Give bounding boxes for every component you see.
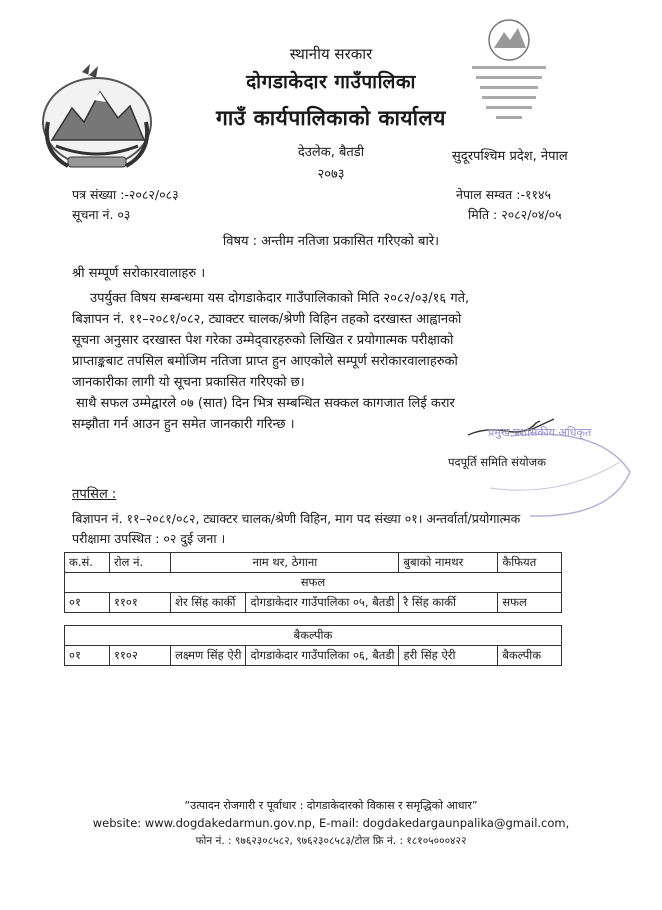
body-paragraph-1 xyxy=(72,288,584,393)
cell-father: रै सिंह कार्की xyxy=(399,593,498,613)
cell-father: हरी सिंह ऐरी xyxy=(399,646,498,666)
tapsil-advertisement: बिज्ञापन नं. ११–२०८१/०८२, ट्याक्टर चालक/श्रेणी विहिन, माग पद संख्या ०१। अन्तर्वार्ता/प्रयोगात्मक xyxy=(72,511,521,526)
section-label: सफल xyxy=(65,573,562,593)
footer-web-email: website: www.dogdakedarmun.gov.np, E-mail: dogdakedargaunpalika@gmail.com, xyxy=(92,816,570,830)
cell-name: शेर सिंह कार्की xyxy=(171,593,246,613)
cell-roll: ११०२ xyxy=(109,646,170,666)
notice-number: सूचना नं. ०३ xyxy=(72,207,131,222)
spacer-row xyxy=(65,613,562,626)
header-local-government: स्थानीय सरकार xyxy=(289,45,373,63)
header-address: देउलेक, बैतडी xyxy=(297,145,365,160)
issue-date: मिति : २०८२/०४/०५ xyxy=(468,207,562,222)
col-header-roll: रोल नं. xyxy=(109,553,170,573)
header-province: सुदूरपश्चिम प्रदेश, नेपाल xyxy=(452,149,568,164)
official-stamp-icon xyxy=(470,432,640,522)
letter-number: पत्र संख्या :-२०८२/०८३ xyxy=(72,187,179,202)
header-established-year: २०७३ xyxy=(317,167,345,182)
spacer-cell xyxy=(65,613,562,626)
col-header-father: बुबाको नामथर xyxy=(399,553,498,573)
cell-sn: ०१ xyxy=(65,646,110,666)
section-label: बैकल्पीक xyxy=(65,626,562,646)
section-row-success xyxy=(65,573,562,593)
nepal-sambat: नेपाल सम्वत :-११४५ xyxy=(456,187,552,202)
header-office-name: गाउँ कार्यपालिकाको कार्यालय xyxy=(216,106,446,130)
body-line: साथै सफल उम्मेद्वारले ०७ (सात) दिन भित्र सम्बन्धित सक्कल कागजात लिई करार xyxy=(76,396,455,411)
col-header-name-address: नाम थर, ठेगाना xyxy=(171,553,399,573)
cell-address: दोगडाकेदार गाउँपालिका ०५, बैतडी xyxy=(246,593,399,613)
body-line: बिज्ञापन नं. ११–२०८१/०८२, ट्याक्टर चालक/श्रेणी विहिन तहको दरखास्त आह्वानको xyxy=(72,312,462,327)
body-line: जानकारीका लागी यो सूचना प्रकासित गरिएको छ। xyxy=(72,375,305,390)
salutation: श्री सम्पूर्ण सरोकारवालाहरु । xyxy=(72,266,206,281)
table-header-row xyxy=(65,553,562,573)
cell-address: दोगडाकेदार गाउँपालिका ०६, बैतडी xyxy=(246,646,399,666)
results-table xyxy=(64,552,562,666)
body-line: सूचना अनुसार दरखास्त पेश गरेका उम्मेद्‍वारहरुको लिखित र प्रयोगात्मक परीक्षाको xyxy=(72,333,454,348)
cell-roll: ११०१ xyxy=(109,593,170,613)
footer-slogan: “उत्पादन रोजगारी र पूर्वाधार : दोगडाकेदारको विकास र समृद्धिको आधार” xyxy=(184,799,478,812)
footer-phone: फोन नं. : ९७६२३०८५८२, ९७६२३०८५८३/टोल फ्रि नं. : १८१०५०००४२२ xyxy=(195,835,467,847)
tapsil-attendance: परीक्षामा उपस्थित : ०२ दुई जना । xyxy=(72,531,226,546)
cell-remarks: बैकल्पीक xyxy=(498,646,562,666)
stamp-text: प्रमुख प्रशासकीय अधिकृत xyxy=(488,426,592,439)
cell-name: लक्ष्मण सिंह ऐरी xyxy=(171,646,246,666)
body-line: प्राप्ताङ्कबाट तपसिल बमोजिम नतिजा प्राप्त हुन आएकोले सम्पूर्ण सरोकारवालाहरुको xyxy=(72,354,458,369)
table-row xyxy=(65,646,562,666)
cell-sn: ०१ xyxy=(65,593,110,613)
tapsil-label: तपसिल : xyxy=(72,487,117,502)
header-municipality-name: दोगडाकेदार गाउँपालिका xyxy=(246,71,416,93)
signature-title: पदपूर्ति समिति संयोजक xyxy=(448,455,546,469)
subject-line: विषय : अन्तीम नतिजा प्रकासित गरिएको बारे। xyxy=(222,234,440,249)
section-row-alternate xyxy=(65,626,562,646)
col-header-sn: क.सं. xyxy=(65,553,110,573)
table-row xyxy=(65,593,562,613)
col-header-remarks: कैफियत xyxy=(498,553,562,573)
body-line: उपर्युक्त विषय सम्बन्धमा यस दोगडाकेदार गाउँपालिकाको मिति २०८२/०३/१६ गते, xyxy=(90,291,470,306)
cell-remarks: सफल xyxy=(498,593,562,613)
body-line: सम्झौता गर्न आउन हुन समेत जानकारी गरिन्छ । xyxy=(72,417,295,432)
